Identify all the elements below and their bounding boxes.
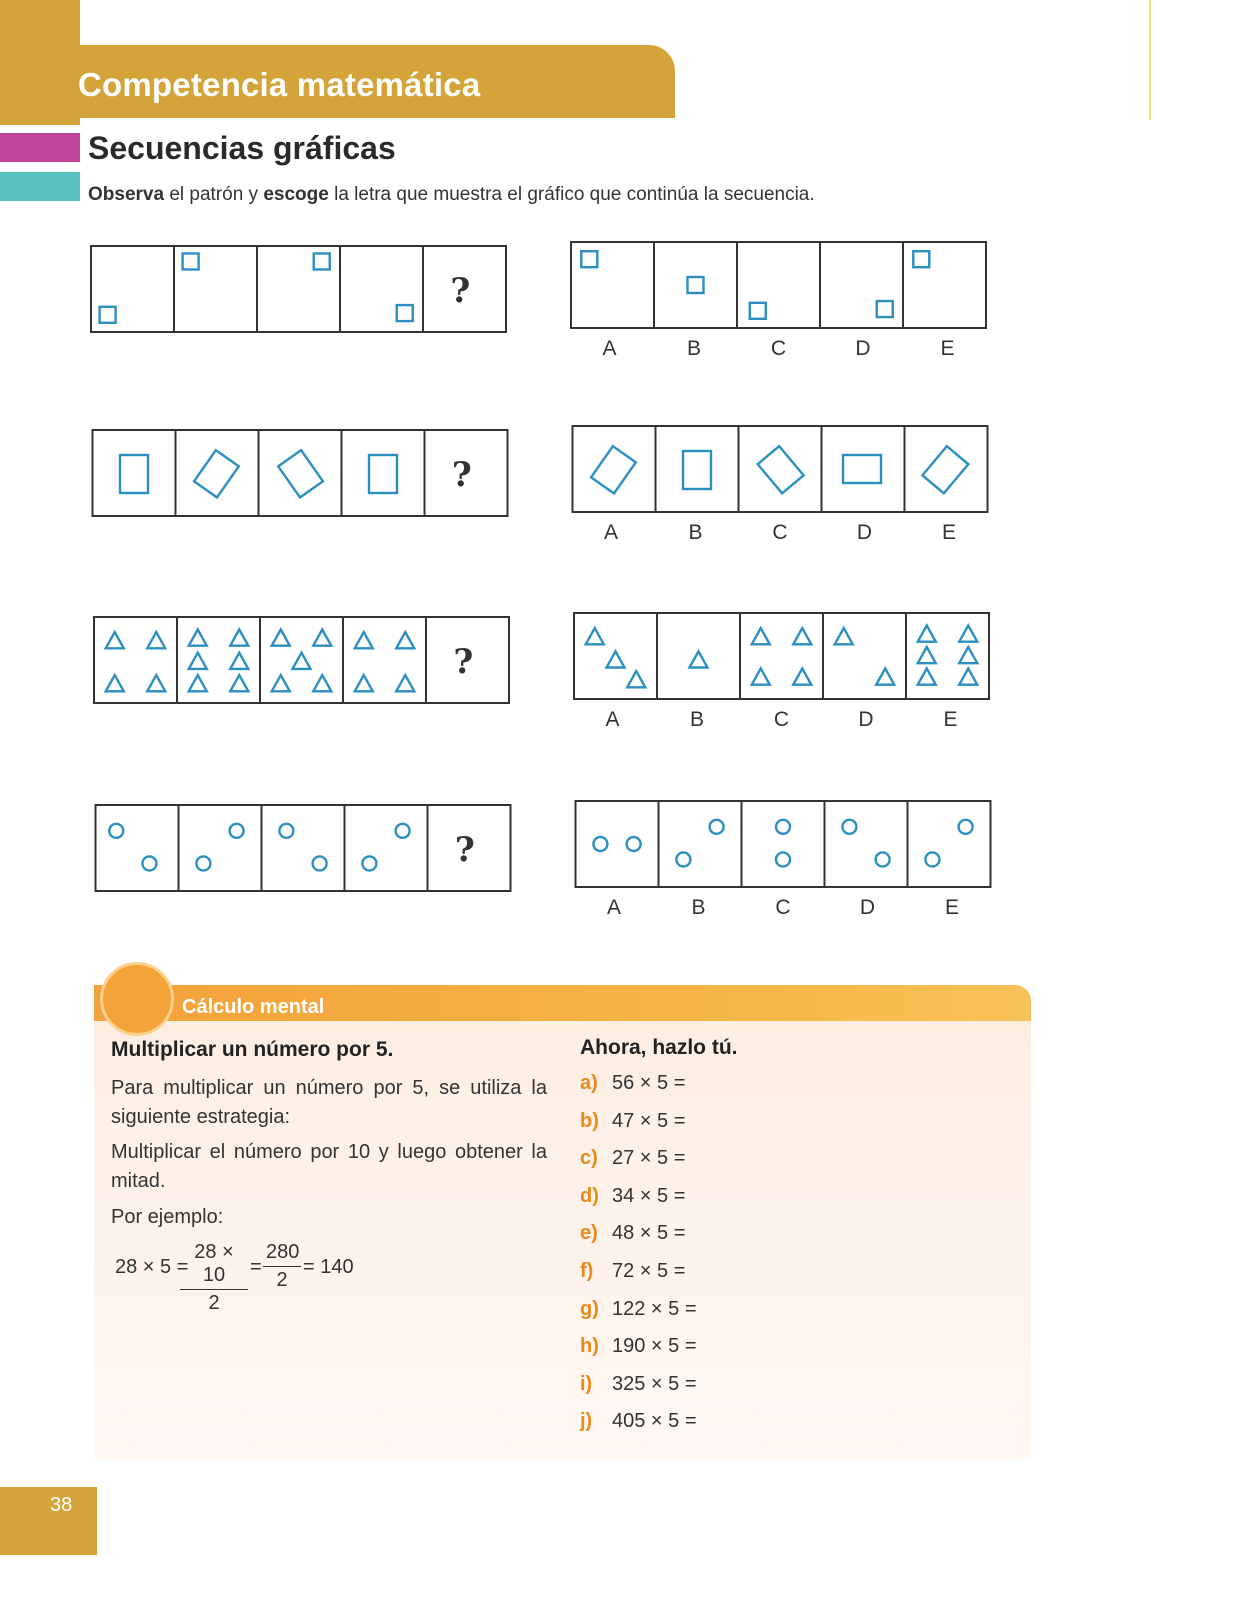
option-label: B — [689, 708, 705, 731]
exercise-expression: 27 × 5 = — [612, 1147, 686, 1170]
exercise-expression: 34 × 5 = — [612, 1184, 686, 1207]
option-label: C — [772, 521, 788, 544]
option-label: B — [688, 521, 703, 544]
option-label: E — [941, 521, 957, 544]
option-label: A — [605, 708, 620, 731]
exercise-letter: f) — [580, 1260, 594, 1282]
exercise-letter: d) — [580, 1184, 599, 1207]
option-label: A — [606, 896, 622, 919]
exercise-letter: j) — [580, 1410, 593, 1433]
strategy-paragraph-2: Multiplicar el número por 10 y luego obtener la mitad. — [111, 1141, 547, 1192]
options-row — [571, 242, 986, 328]
sequence-row — [93, 430, 508, 516]
option-label: C — [773, 708, 790, 731]
strategy-paragraph-1: Para multiplicar un número por 5, se utiliza la siguiente estrategia: — [111, 1077, 547, 1128]
exercise-expression: 405 × 5 = — [612, 1410, 697, 1433]
mental-math-title: Cálculo mental — [182, 996, 325, 1018]
exercise-item — [580, 1335, 697, 1358]
option-label: B — [691, 896, 706, 919]
page-number: 38 — [50, 1494, 73, 1516]
exercise-letter: c) — [580, 1147, 598, 1170]
example-fraction-2 — [263, 1241, 301, 1292]
fraction-1-denominator: 2 — [208, 1292, 220, 1314]
example-result: = 140 — [303, 1256, 354, 1278]
exercise-letter: e) — [580, 1222, 598, 1245]
page-number-tab — [0, 1487, 97, 1555]
exercise-letter: i) — [580, 1372, 593, 1395]
option-label: E — [944, 896, 960, 919]
exercise-item — [580, 1072, 685, 1095]
options-row — [573, 426, 988, 512]
option-label: E — [943, 708, 958, 731]
question-mark: ? — [453, 642, 474, 682]
example-label: Por ejemplo: — [111, 1206, 224, 1228]
section-title: Secuencias gráficas — [88, 130, 396, 166]
instruction-rest: la letra que muestra el gráfico que continúa la secuencia. — [328, 184, 815, 205]
question-mark: ? — [450, 271, 471, 311]
exercise-expression: 72 × 5 = — [612, 1260, 686, 1282]
fraction-2-numerator: 280 — [263, 1241, 301, 1267]
option-label: D — [856, 521, 873, 544]
exercise-item — [580, 1260, 685, 1283]
option-label: E — [940, 337, 955, 360]
exercise-letter: g) — [580, 1297, 599, 1320]
exercise-letter: a) — [580, 1072, 598, 1094]
exercise-expression: 56 × 5 = — [612, 1072, 686, 1094]
option-label: B — [686, 337, 702, 360]
exercise-item — [580, 1298, 697, 1321]
exercise-item — [580, 1110, 685, 1133]
sequence-row — [91, 246, 506, 332]
instruction-verb-observa: Observa — [88, 184, 165, 205]
question-mark: ? — [451, 455, 472, 495]
exercise-item — [580, 1373, 697, 1396]
option-label: A — [603, 521, 619, 544]
instruction-mid: el patrón y — [164, 184, 264, 205]
exercises-heading: Ahora, hazlo tú. — [580, 1036, 738, 1059]
options-row — [576, 801, 991, 887]
exercise-expression: 47 × 5 = — [612, 1109, 686, 1132]
option-label: D — [859, 896, 876, 919]
exercise-expression: 48 × 5 = — [612, 1222, 686, 1245]
fraction-1-numerator: 28 × 10 — [180, 1241, 248, 1290]
option-label: D — [855, 337, 871, 360]
example-equals: = — [250, 1256, 262, 1278]
exercise-item — [580, 1222, 685, 1245]
example-fraction-1 — [180, 1241, 248, 1315]
exercise-letter: h) — [580, 1335, 599, 1358]
example-lhs: 28 × 5 = — [115, 1256, 189, 1278]
exercise-expression: 122 × 5 = — [612, 1297, 697, 1320]
lightbulb-icon — [100, 962, 174, 1036]
option-label: D — [858, 708, 874, 731]
strategy-heading: Multiplicar un número por 5. — [111, 1038, 394, 1061]
fraction-2-denominator: 2 — [276, 1269, 288, 1291]
exercise-letter: b) — [580, 1109, 599, 1132]
instruction-verb-escoge: escoge — [263, 184, 329, 205]
exercise-expression: 325 × 5 = — [612, 1372, 697, 1395]
sequence-row — [96, 805, 511, 891]
exercise-item — [580, 1185, 685, 1208]
exercise-expression: 190 × 5 = — [612, 1335, 697, 1358]
option-label: C — [770, 337, 787, 360]
question-mark: ? — [454, 830, 475, 870]
exercise-item — [580, 1147, 685, 1170]
exercise-item — [580, 1410, 697, 1433]
page-header-title: Competencia matemática — [78, 66, 481, 103]
option-label: A — [602, 337, 617, 360]
option-label: C — [775, 896, 791, 919]
